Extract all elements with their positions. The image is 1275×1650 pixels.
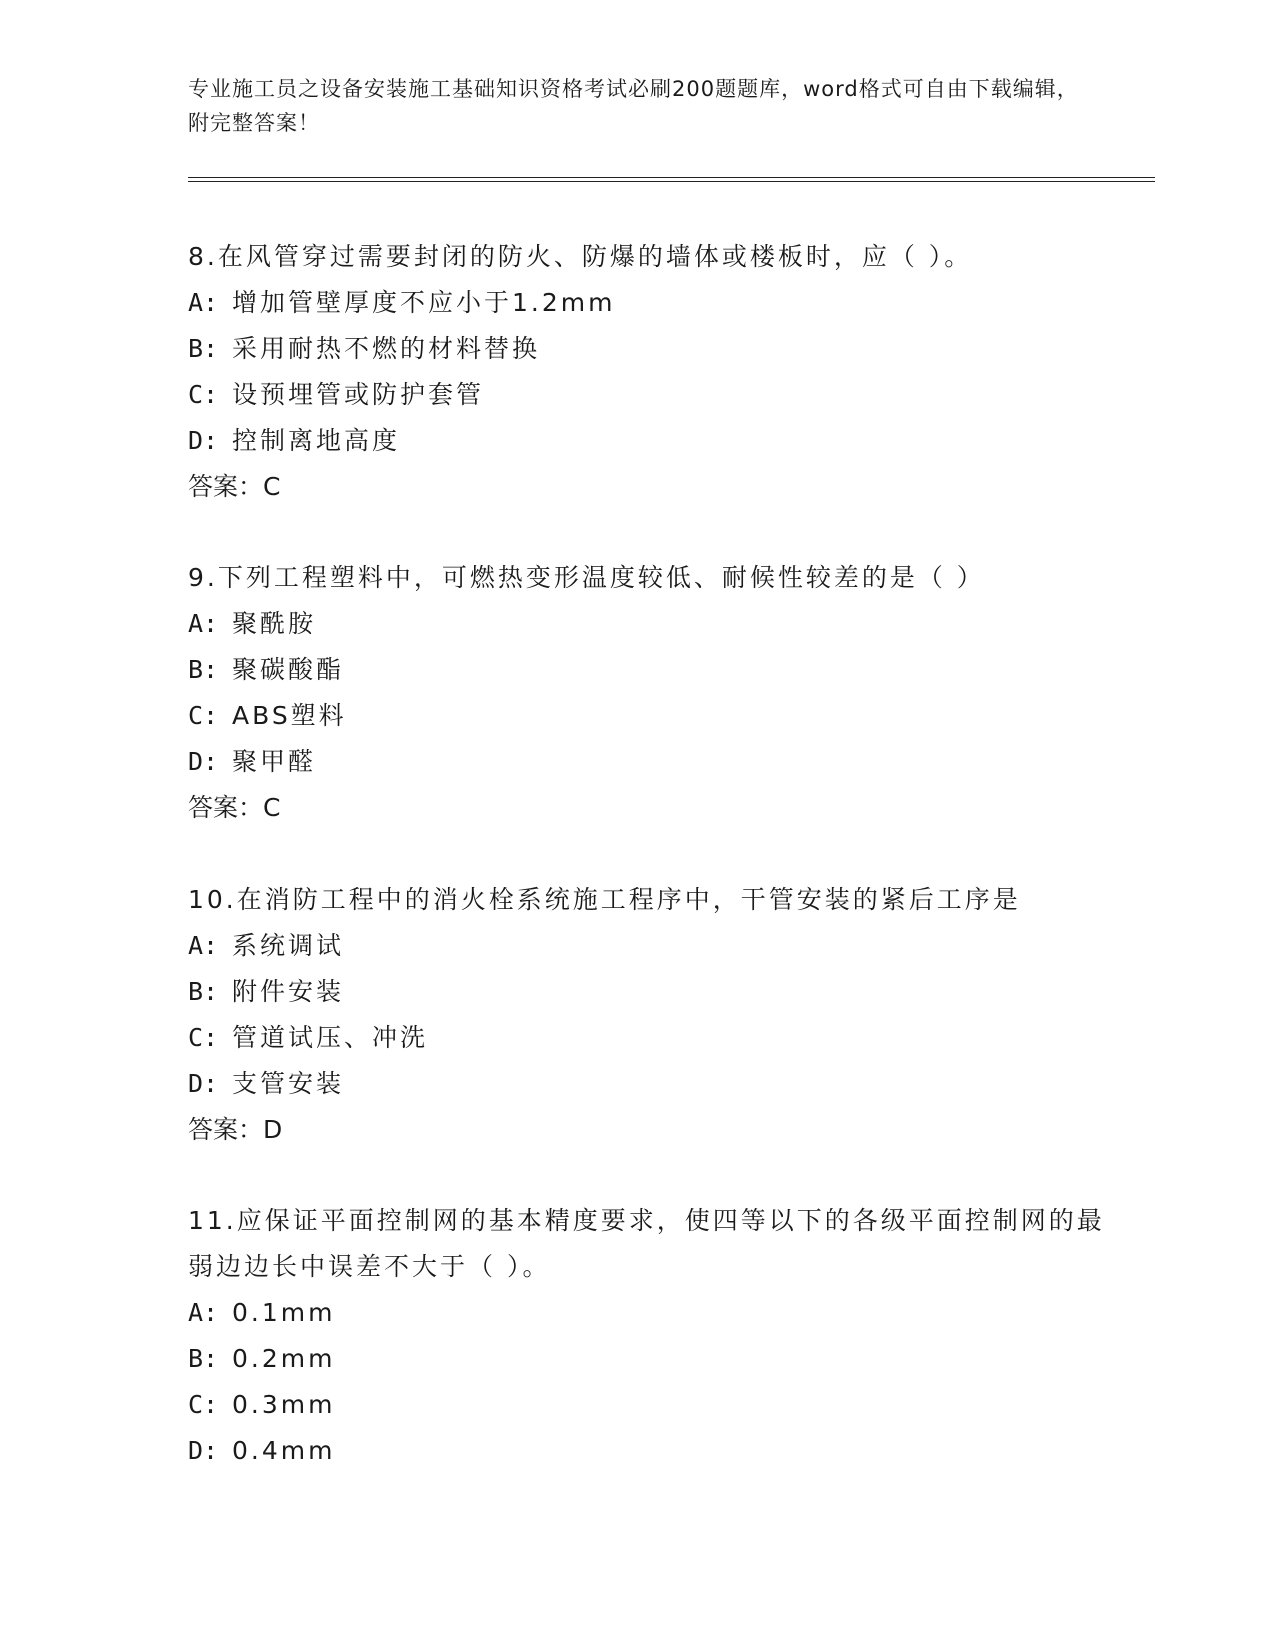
answer-line: 答案：C [188,472,281,501]
header-divider-bottom [188,181,1155,182]
option-letter: A: [188,1298,219,1327]
question-text: 8.在风管穿过需要封闭的防火、防爆的墙体或楼板时，应（ ）。 [188,242,973,271]
option-letter: B: [188,977,219,1006]
question-text: 9.下列工程塑料中，可燃热变形温度较低、耐候性较差的是（ ） [188,563,985,592]
option-letter: C: [188,1023,219,1052]
option-letter: C: [188,1390,219,1419]
option-text: 管道试压、冲洗 [232,1023,429,1052]
answer-line: 答案：D [188,1115,283,1144]
option-a [188,923,1108,969]
option-text: 附件安装 [232,977,345,1006]
option-letter: D: [188,426,219,455]
option-text: 聚碳酸酯 [232,655,345,684]
option-d [188,418,1108,464]
option-c [188,1382,1108,1428]
option-text: 0.4mm [232,1436,336,1465]
option-d [188,1428,1108,1474]
question-block-8 [188,234,1108,510]
option-letter: B: [188,1344,219,1373]
option-letter: C: [188,380,219,409]
option-b [188,326,1108,372]
option-text: 0.2mm [232,1344,336,1373]
option-c [188,693,1108,739]
option-text: 系统调试 [232,931,345,960]
option-d [188,739,1108,785]
option-a [188,1290,1108,1336]
document-header: 专业施工员之设备安装施工基础知识资格考试必刷200题题库，word格式可自由下载编辑，附完整答案！ [188,77,1079,135]
option-a [188,601,1108,647]
option-letter: B: [188,655,219,684]
option-text: 增加管壁厚度不应小于1.2mm [232,288,616,317]
option-text: 支管安装 [232,1069,345,1098]
option-letter: B: [188,334,219,363]
option-a [188,280,1108,326]
header-divider-top [188,177,1155,178]
option-letter: D: [188,747,219,776]
option-text: 0.1mm [232,1298,336,1327]
option-text: 控制离地高度 [232,426,401,455]
option-text: 聚甲醛 [232,747,317,776]
option-letter: C: [188,701,219,730]
option-text: 设预埋管或防护套管 [232,380,485,409]
option-text: 0.3mm [232,1390,336,1419]
question-block-9 [188,555,1108,831]
question-block-11 [188,1198,1108,1474]
option-letter: A: [188,288,219,317]
option-text: 采用耐热不燃的材料替换 [232,334,541,363]
option-c [188,372,1108,418]
option-letter: D: [188,1069,219,1098]
question-text: 10.在消防工程中的消火栓系统施工程序中，干管安装的紧后工序是 [188,885,1021,914]
option-text: ABS塑料 [232,701,347,730]
option-b [188,647,1108,693]
question-text: 11.应保证平面控制网的基本精度要求，使四等以下的各级平面控制网的最弱边边长中误差不大于（ ）。 [188,1206,1105,1281]
option-c [188,1015,1108,1061]
option-text: 聚酰胺 [232,609,317,638]
question-block-10 [188,877,1108,1153]
option-d [188,1061,1108,1107]
option-letter: A: [188,609,219,638]
option-letter: A: [188,931,219,960]
option-letter: D: [188,1436,219,1465]
answer-line: 答案：C [188,793,281,822]
option-b [188,969,1108,1015]
option-b [188,1336,1108,1382]
